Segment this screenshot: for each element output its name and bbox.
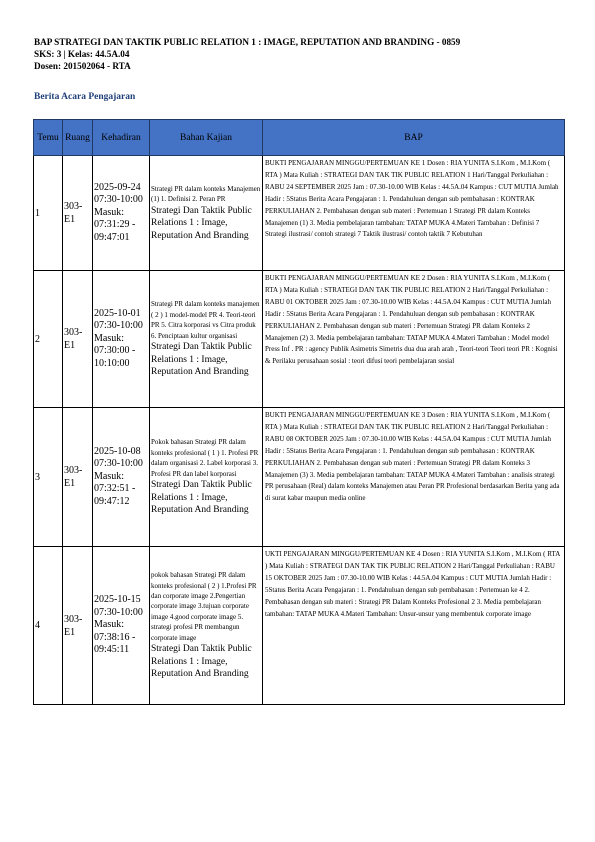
temu-cell: 3 bbox=[34, 408, 63, 547]
bahan-detail: Strategi PR dalam konteks Manajemen (1) 1. Definisi 2. Peran PR bbox=[151, 184, 261, 204]
kehadiran-cell: 2025-09-24 07:30-10:00 Masuk: 07:31:29 - 09:47:01 bbox=[93, 156, 150, 271]
temu-cell: 2 bbox=[34, 271, 63, 408]
bahan-kajian-cell bbox=[150, 271, 263, 408]
table-row bbox=[34, 408, 565, 547]
header-bahan-kajian: Bahan Kajian bbox=[150, 120, 263, 156]
course-title: BAP STRATEGI DAN TAKTIK PUBLIC RELATION 1 : IMAGE, REPUTATION AND BRANDING - 0859 bbox=[34, 37, 461, 47]
table-row bbox=[34, 156, 565, 271]
temu-cell: 4 bbox=[34, 547, 63, 705]
bap-cell: BUKTI PENGAJARAN MINGGU/PERTEMUAN KE 3 Dosen : RIA YUNITA S.I.Kom , M.I.Kom ( RTA ) Mata Kuliah : STRATEGI DAN TAK TIK PUBLIC RELATION 2 Hari/Tanggal Perkuliahan : RABU 08 OKTOBER 2025 Jam : 07.30-10.00 WIB Kelas : 44.5A.04 Kampus : CUT MUTIA Jumlah Hadir : 5Status Berita Acara Pengajaran : 1. Pendahuluan dengan sub pembahasan : KONTRAK PERKULIAHAN 2. Pembahasan dengan sub materi : Pertemuan Strategi PR dalam Konteks 3 Manajemen (3) 3. Media pembelajaran tambahan: TATAP MUKA 4.Materi Tambahan : analisis strategi PR perusahaan (Real) dalam konteks Manajemen atau Peran PR Profesional berdasarkan Berita yang ada di surat kabar maupun media online bbox=[263, 408, 565, 547]
bap-cell: BUKTI PENGAJARAN MINGGU/PERTEMUAN KE 1 Dosen : RIA YUNITA S.I.Kom , M.I.Kom ( RTA ) Mata Kuliah : STRATEGI DAN TAK TIK PUBLIC RELATION 1 Hari/Tanggal Perkuliahan : RABU 24 SEPTEMBER 2025 Jam : 07.30-10.00 WIB Kelas : 44.5A.04 Kampus : CUT MUTIA Jumlah Hadir : 5Status Berita Acara Pengajaran : 1. Pendahuluan dengan sub pembahasan : KONTRAK PERKULIAHAN 2. Pembahasan dengan sub materi : Pertemuan 1 Strategi PR dalam Konteks Manajemen (1) 3. Media pembelajaran tambahan: TATAP MUKA 4.Materi Tambahan : Definisi 7 Strategi ilustrasi/ contoh strategi 7 Taktik ilustrasi/ contoh taktik 7 Kebutuhan bbox=[263, 156, 565, 271]
ruang-cell: 303-E1 bbox=[63, 408, 93, 547]
bahan-kajian-cell bbox=[150, 408, 263, 547]
ruang-cell: 303-E1 bbox=[63, 271, 93, 408]
bahan-detail: pokok bahasan Strategi PR dalam konteks profesional ( 2 ) 1.Profesi PR dan corporate image 2.Pengertian corporate image 3.tujuan corporate image 4.good corporate image 5. strategi profesi PR membangun corporate image bbox=[151, 571, 257, 642]
table-row bbox=[34, 547, 565, 705]
bahan-title: Strategi Dan Taktik Public Relations 1 : Image, Reputation And Branding bbox=[151, 205, 252, 241]
ruang-cell: 303-E1 bbox=[63, 156, 93, 271]
kehadiran-cell: 2025-10-01 07:30-10:00 Masuk: 07:30:00 - 10:10:00 bbox=[93, 271, 150, 408]
header-temu: Temu bbox=[34, 120, 63, 156]
bahan-title: Strategi Dan Taktik Public Relations 1 : Image, Reputation And Branding bbox=[151, 341, 252, 378]
header-kehadiran: Kehadiran bbox=[93, 120, 150, 156]
kehadiran-cell: 2025-10-08 07:30-10:00 Masuk: 07:32:51 - 09:47:12 bbox=[93, 408, 150, 547]
bap-table bbox=[33, 119, 565, 705]
bahan-kajian-cell bbox=[150, 156, 263, 271]
lecturer-info: Dosen: 201502064 - RTA bbox=[34, 61, 131, 71]
section-title: Berita Acara Pengajaran bbox=[34, 92, 136, 102]
temu-cell: 1 bbox=[34, 156, 63, 271]
bahan-title: Strategi Dan Taktik Public Relations 1 : Image, Reputation And Branding bbox=[151, 644, 252, 680]
document-header bbox=[34, 36, 460, 72]
header-bap: BAP bbox=[263, 120, 565, 156]
bahan-title: Strategi Dan Taktik Public Relations 1 : Image, Reputation And Branding bbox=[151, 479, 252, 516]
bap-cell: BUKTI PENGAJARAN MINGGU/PERTEMUAN KE 2 Dosen : RIA YUNITA S.I.Kom , M.I.Kom ( RTA ) Mata Kuliah : STRATEGI DAN TAK TIK PUBLIC RELATION 2 Hari/Tanggal Perkuliahan : RABU 01 OKTOBER 2025 Jam : 07.30-10.00 WIB Kelas : 44.5A.04 Kampus : CUT MUTIA Jumlah Hadir : 5Status Berita Acara Pengajaran : 1. Pendahuluan dengan sub pembahasan : KONTRAK PERKULIAHAN 2. Pembahasan dengan sub materi : Pertemuan Strategi PR dalam Konteks 2 Manajemen (2) 3. Media pembelajaran tambahan: TATAP MUKA 4.Materi Tambahan : Model model Press Inf . PR : agency Publik Asimetris Simetris dua dua arah arah , Teori-teori Teori teori PR : Kognisi & Perilaku perusahaan sosial : teori difusi teori pembelajaran sosial bbox=[263, 271, 565, 408]
bahan-detail: Strategi PR dalam konteks manajemen ( 2 ) 1 model-model PR 4. Teori-teori PR 5. Citra korporasi vs Citra produk 6. Penciptaan kultur organisasi bbox=[151, 300, 260, 340]
bahan-detail: Pokok bahasan Strategi PR dalam konteks profesional ( 1 ) 1. Profesi PR dalam organisasi 2. Label korporasi 3. Profesi PR dan label korporasi bbox=[151, 438, 259, 478]
table-header-row bbox=[34, 120, 565, 156]
class-info: SKS: 3 | Kelas: 44.5A.04 bbox=[34, 49, 130, 59]
bahan-kajian-cell bbox=[150, 547, 263, 705]
kehadiran-cell: 2025-10-15 07:30-10:00 Masuk: 07:38:16 - 09:45:11 bbox=[93, 547, 150, 705]
ruang-cell: 303-E1 bbox=[63, 547, 93, 705]
header-ruang: Ruang bbox=[63, 120, 93, 156]
bap-cell: UKTI PENGAJARAN MINGGU/PERTEMUAN KE 4 Dosen : RIA YUNITA S.I.Kom , M.I.Kom ( RTA ) Mata Kuliah : STRATEGI DAN TAK TIK PUBLIC RELATION 2 Hari/Tanggal Perkuliahan : RABU 15 OKTOBER 2025 Jam : 07.30-10.00 WIB Kelas : 44.5A.04 Kampus : CUT MUTIA Jumlah Hadir : 5Status Berita Acara Pengajaran : 1. Pendahuluan dengan sub pembahasan : Pertemuan ke 4 2. Pembahasan dengan sub materi : Strategi PR Dalam Konteks Profesional 2 3. Media pembelajaran tambahan: TATAP MUKA 4.Materi Tambahan: Unsur-unsur yang membentuk corporate image bbox=[263, 547, 565, 705]
table-row bbox=[34, 271, 565, 408]
